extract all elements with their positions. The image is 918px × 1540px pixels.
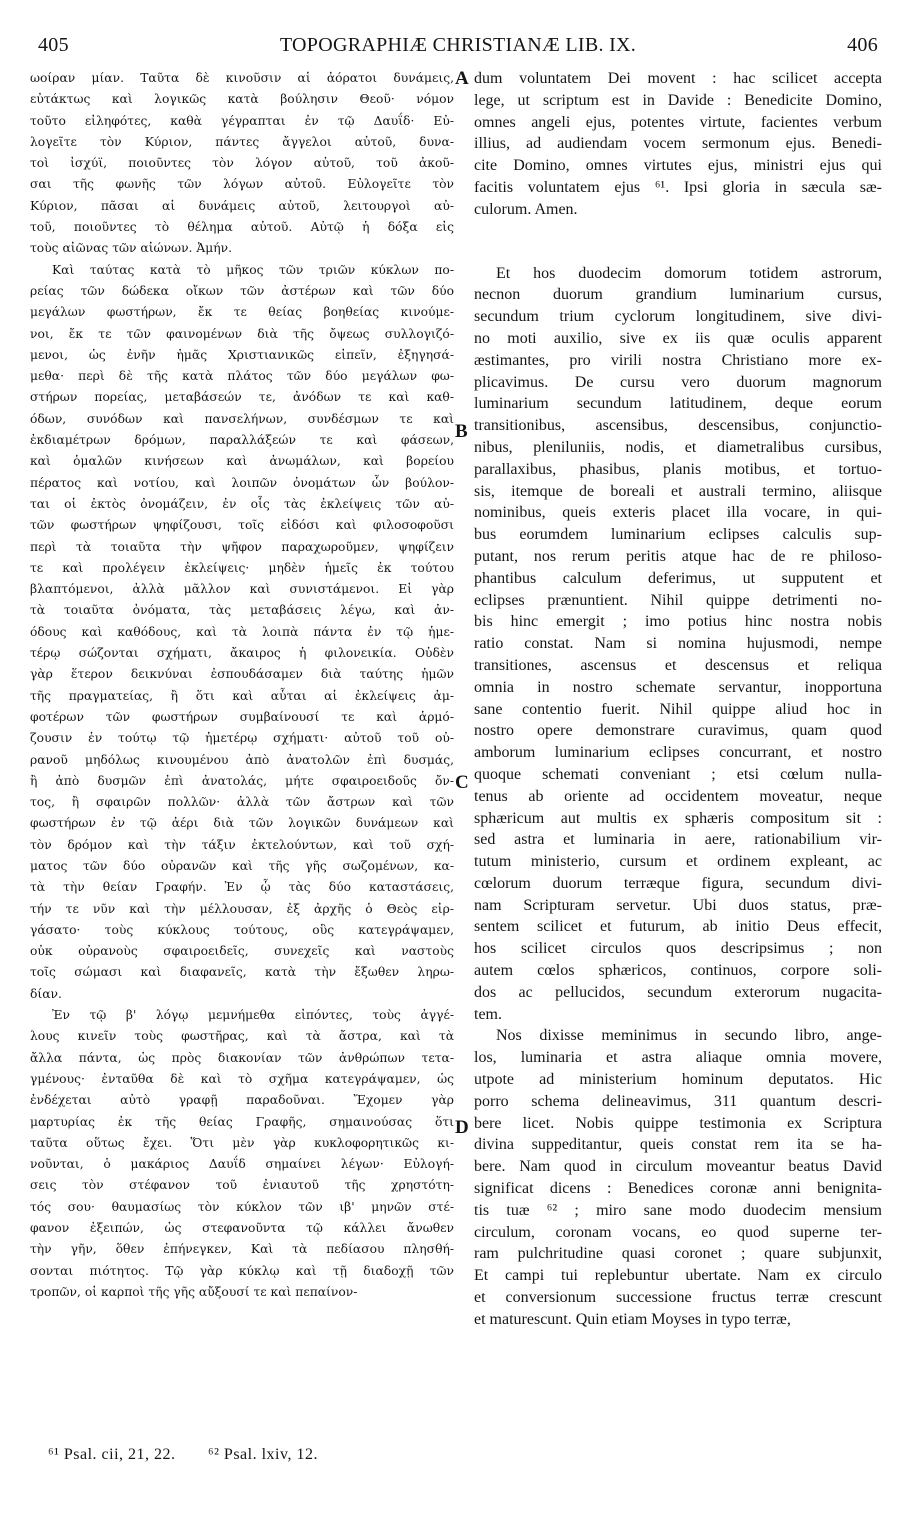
greek-text-line: ἢ ἀπὸ δυσμῶν ἐπὶ ἀνατολάς, μήτε σφαιροειδοῦς ὄν- [30, 773, 454, 788]
greek-text-line: τοὶ ἰσχύϊ, ποιοῦντες τὸν λόγον αὐτοῦ, τοῦ ἀκοῦ- [30, 156, 454, 171]
greek-text-line: ἄλλα πάντα, ὡς πρὸς διακονίαν τῶν ἀνθρώπων τετα- [30, 1050, 454, 1065]
greek-text-line: φοτέρων τῶν φωστήρων συμβαίνουσί τε καὶ ἁρμό- [30, 709, 454, 724]
greek-text-line: δίαν. [30, 986, 62, 1001]
section-marker-a: A [455, 68, 469, 89]
greek-text-line: όδους καὶ καθόδους, καὶ τὰ λοιπὰ πάντα ἐν τῷ ἡμε- [30, 624, 454, 639]
greek-text-line: τὰ τοιαῦτα ὀνόματα, τὰς μεταβάσεις λέγω, καὶ ἀν- [30, 603, 454, 618]
greek-text-line: τοῖς σώμασι καὶ διαφανεῖς, κατὰ τὴν ἔξωθεν ληρω- [30, 965, 454, 980]
greek-text-line: ται οἱ ἐκτὸς ὀνομάζειν, ἐν οἷς τὰς ἐκλείψεις τῶν αὐ- [30, 496, 454, 511]
latin-text-line: dum voluntatem Dei movent : hac scilicet accepta [474, 70, 882, 87]
latin-text-line: luminarium secundum latitudinem, deque eorum [474, 395, 882, 413]
greek-text-line: ταῦτα οὕτως ἔχει. Ὅτι μὲν γὰρ κυκλοφορητικῶς κι- [30, 1135, 454, 1150]
latin-text-line: culorum. Amen. [474, 200, 578, 218]
greek-text-line: γμένους· ἐνταῦθα δὲ καὶ τὸ σχῆμα κατεγράψαμεν, ὡς [30, 1071, 454, 1086]
greek-text-line: Κύριον, πᾶσαι αἱ δυνάμεις αὐτοῦ, λειτουργοὶ αὐ- [30, 198, 454, 213]
latin-text-line: transitiones, ascensus et descensus et reliqua [474, 656, 882, 674]
greek-text-line: Καὶ ταύτας κατὰ τὸ μῆκος τῶν τριῶν κύκλων πο- [52, 262, 454, 277]
section-marker-b: B [455, 421, 468, 442]
greek-text-line: σεις τὸν στέφανον τοῦ ἐνιαυτοῦ τῆς χρηστότη- [30, 1178, 454, 1193]
latin-text-line: tutum ministerio, cursum et ordinem expleant, ac [474, 853, 882, 871]
greek-text-line: τήν τε νῦν καὶ τὴν μέλλουσαν, ἐξ ἀρχῆς ὁ Θεὸς εἰρ- [30, 901, 454, 916]
section-marker-c: C [455, 772, 469, 793]
latin-text-line: et maturescunt. Quin etiam Moyses in typo terræ, [474, 1310, 791, 1328]
greek-text-line: ἐκδιαμέτρων δρόμων, παραλλάξεών τε καὶ φάσεων, [30, 433, 454, 448]
latin-text-line: omnia in nostro schemate servantur, inopportuna [474, 678, 882, 696]
latin-text-line: Et campi tui replebuntur ubertate. Nam ex circulo [474, 1267, 882, 1285]
greek-text-line: τος, ἢ σφαιρῶν πολλῶν· ἀλλὰ τῶν ἄστρων καὶ τῶν [30, 795, 454, 810]
latin-text-line: eclipses prænuntient. Nihil quippe detrimenti no- [474, 591, 882, 609]
greek-text-line: τὸν δρόμον καὶ τὴν τάξιν ἐκτελούντων, καὶ τοῦ σχή- [30, 837, 454, 852]
greek-text-line: λογεῖτε τὸν Κύριον, πάντες ἄγγελοι αὐτοῦ, δυνα- [30, 134, 454, 149]
greek-text-line: τοὺς αἰῶνας τῶν αἰώνων. Ἀμήν. [30, 241, 232, 256]
latin-text-line: nostro opere demonstrare curavimus, quam quod [474, 722, 882, 740]
latin-text-line: tenus ab oriente ad occidentem moveatur, neque [474, 787, 882, 805]
greek-text-line: νοι, ἔκ τε τῶν φαινομένων διὰ τῆς ὄψεως συλλογιζό- [30, 326, 454, 341]
greek-text-line: μαρτυρίας ἐκ τῆς θείας Γραφῆς, σημαινούσας ὅτι [30, 1114, 454, 1129]
greek-text-line: ματος τῶν δύο οὐρανῶν καὶ τῆς γῆς σωζομένων, κα- [30, 858, 454, 873]
greek-text-line: ωοίραν μίαν. Ταῦτα δὲ κινοῦσιν αἱ ἀόρατοι δυνάμεις, [30, 71, 454, 85]
latin-text-line: cite Domino, omnes virtutes ejus, ministri ejus qui [474, 157, 882, 175]
latin-text-line: tis tuæ ⁶² ; miro sane modo duodecim mensium [474, 1201, 882, 1219]
greek-text-line: μεθα· περὶ δὲ τῆς κατὰ πλάτος τῶν δύο μεγάλων φω- [30, 369, 454, 384]
latin-text-line: nibus, pleniluniis, nodis, et diametralibus cursibus, [474, 438, 882, 456]
latin-text-line: bis hinc emergit ; imo potius hinc nostra nobis [474, 613, 882, 631]
latin-text-line: bus eorumdem luminarium eclipses calculis sup- [474, 526, 882, 544]
page-number-left: 405 [38, 34, 69, 56]
latin-text-line: secundum trium cyclorum longitudinem, sive divi- [474, 308, 882, 326]
greek-text-line: μεγάλων φωστήρων, ἔκ τε θείας βοηθείας κινούμε- [30, 305, 454, 320]
greek-text-line: Ἐν τῷ β' λόγῳ μεμνήμεθα εἰπόντες, τοὺς ἀγγέ- [52, 1008, 454, 1023]
latin-text-line: æstimantes, pro virili nostra Christiano more ex- [474, 351, 882, 369]
latin-text-line: hos scilicet circulos quos descripsimus ; non [474, 940, 882, 958]
greek-text-line: εὐτάκτως καὶ λογικῶς κατὰ βούλησιν Θεοῦ· νόμον [30, 92, 454, 107]
latin-text-line: autem cœlos sphæricos, continuos, corpore soli- [474, 962, 882, 980]
latin-text-line: circulum, coronam vocans, eo quod superne ter- [474, 1223, 882, 1241]
greek-text-line: τὴν γῆν, ὅθεν ἐπήνεγκεν, Καὶ τὰ πεδίασου πλησθή- [30, 1242, 454, 1257]
latin-text-line: utpote ad ministerium hominum deputatos. Hic [474, 1071, 882, 1089]
greek-text-line: τέρῳ σώζονται σχήματι, ἄκαιρος ἡ φιλονεικία. Οὐδὲν [30, 646, 454, 661]
latin-text-line: amborum luminarium eclipses concurrant, et nostro [474, 744, 882, 762]
greek-text-line: στήρων πορείας, μεταβάσεών τε, ἀνόδων τε καὶ καθ- [30, 390, 454, 405]
footnote-62: ⁶² Psal. lxiv, 12. [208, 1446, 318, 1463]
greek-text-line: ἐνδέχεται αὐτὸ γραφῇ παραδοῦναι. Ἔχομεν γὰρ [30, 1093, 454, 1108]
latin-text-line: nam Scripturam servetur. Ubi duos status, præ- [474, 896, 882, 914]
greek-text-line: γὰρ ἕτερον δεικνύναι ἐσπουδάσαμεν διὰ ταύτης ἡμῶν [30, 667, 454, 682]
greek-text-line: οὐκ οὐρανοὺς σφαιροειδεῖς, συνεχεῖς καὶ ναστοὺς [30, 944, 454, 959]
latin-text-line: divina suppeditantur, queis constat rem ita se ha- [474, 1136, 882, 1154]
latin-text-line: facitis voluntatem ejus ⁶¹. Ipsi gloria in sæcula sæ- [474, 178, 882, 196]
latin-text-line: nominibus, queis exteris placet illa vocare, in qui- [474, 504, 882, 522]
latin-text-line: no moti auxilio, sive ex iis quæ oculis apparent [474, 329, 882, 347]
greek-text-line: γάσατο· τοὺς κύκλους τούτους, οὓς κατεγράψαμεν, [30, 922, 454, 937]
greek-text-line: σονται πιότητος. Τῷ γὰρ κύκλῳ καὶ τῇ διαδοχῇ τῶν [30, 1263, 454, 1278]
latin-text-line: los, luminaria et astra aliaque omnia movere, [474, 1049, 882, 1067]
greek-text-line: βλαπτόμενοι, ἀλλὰ μᾶλλον καὶ συνιστάμενοι. Εἰ γὰρ [30, 582, 454, 597]
running-header [38, 34, 878, 62]
greek-text-line: φωστήρων ἐν τῷ ἀέρι διὰ τῶν λογικῶν δυνάμεων καὶ [30, 816, 454, 831]
greek-text-line: τός σου· θαυμασίως τὸν κύκλον τῶν ιβ' μηνῶν στέ- [30, 1199, 454, 1214]
footnotes [48, 1446, 346, 1464]
greek-text-line: τοῦ, ποιοῦντες τὸ θέλημα αὐτοῦ. Αὐτῷ ἡ δόξα εἰς [30, 220, 454, 235]
latin-text-line: omnes angeli ejus, potentes virtute, facientes verbum [474, 113, 882, 131]
latin-text-line: parallaxibus, phasibus, planis motibus, et tortuo- [474, 460, 882, 478]
latin-text-line: ratio constat. Nam si nomina hujusmodi, nempe [474, 635, 882, 653]
greek-text-line: ρανοῦ μηδόλως κινουμένου ἀπὸ ἀνατολῶν ἐπὶ δυσμάς, [30, 752, 454, 767]
greek-text-line: περὶ τὰ τοιαῦτα τὴν ψῆφον παραχωροῦμεν, ψηφίζειν [30, 539, 454, 554]
latin-text-line: Et hos duodecim domorum totidem astrorum, [496, 264, 882, 282]
latin-text-line: et conversionum successione fructus terræ crescunt [474, 1289, 882, 1307]
latin-text-line: sis, itemque de boreali et australi termino, aliisque [474, 482, 882, 500]
latin-text-line: phantibus calculum deferimus, ut supputent et [474, 569, 882, 587]
greek-text-line: τε καὶ προλέγειν ἐκλείψεις· μηδὲν ἡμεῖς ἐκ τούτου [30, 560, 454, 575]
greek-text-line: τροπῶν, οἱ καρποὶ τῆς γῆς αὔξουσί τε καὶ πεπαίνον- [30, 1284, 358, 1299]
latin-text-line: dos ac pellucidos, secundum exterorum nugacita- [474, 983, 882, 1001]
latin-text-line: illius, ad audiendam vocem sermonum ejus. Benedi- [474, 135, 882, 153]
greek-text-line: νοῦνται, ὁ μακάριος Δαυΐδ σημαίνει λέγων· Εὐλογή- [30, 1157, 454, 1172]
latin-text-line: sane contentio fuerit. Nihil quippe aliud hoc in [474, 700, 882, 718]
latin-text-line: bere. Nam quod in circulum moveantur beatus David [474, 1158, 882, 1176]
latin-text-line: Nos dixisse meminimus in secundo libro, ange- [496, 1027, 882, 1045]
latin-text-line: lege, ut scriptum est in Davide : Benedicite Domino, [474, 91, 882, 109]
latin-text-line: sphæricum aut multis ex sphæris compositum sit : [474, 809, 882, 827]
latin-text-line: sentem scilicet et futurum, ab initio Deus effecit, [474, 918, 882, 936]
greek-text-line: τῶν φωστήρων ψηφίζουσι, τοῖς εἰδόσι καὶ φιλοσοφοῦσι [30, 518, 454, 533]
greek-text-line: μενοι, ὡς ἐνῆν ἡμᾶς Χριστιανικῶς εἰπεῖν, ἐξηγησά- [30, 347, 454, 362]
latin-text-line: cœlorum duorum terræque figura, secundum divi- [474, 874, 882, 892]
latin-text-line: bere licet. Nobis quippe testimonia ex Scriptura [474, 1114, 882, 1132]
footnote-61: ⁶¹ Psal. cii, 21, 22. [48, 1446, 176, 1463]
greek-text-line: τοῦτο εἰληφότες, καθὰ γέγραπται ἐν τῷ Δαυΐδ· Εὐ- [30, 113, 454, 128]
greek-text-line: λους κινεῖν τοὺς φωστῆρας, καὶ τὰ ἄστρα, καὶ τὰ [30, 1029, 454, 1044]
section-marker-d: D [455, 1117, 469, 1138]
latin-text-line: ram pulchritudine quasi coronet ; quare subjunxit, [474, 1245, 882, 1263]
greek-text-line: τῆς πραγματείας, ἢ ὅτι καὶ αὗται αἱ ἐκλείψεις ἀμ- [30, 688, 454, 703]
greek-text-line: τὰ τὴν θείαν Γραφήν. Ἐν ᾧ τὰς δύο καταστάσεις, [30, 880, 454, 895]
greek-text-line: πέρατος καὶ νοτίου, καὶ λοιπῶν ὀνομάτων ὧν βούλον- [30, 475, 454, 490]
latin-text-line: transitionibus, ascensibus, descensibus, conjunctio- [474, 417, 882, 435]
latin-text-line: quoque schemati conveniant ; etsi cœlum nulla- [474, 765, 882, 783]
latin-column [474, 68, 882, 1331]
greek-text-line: όδων, συνόδων καὶ πανσελήνων, συνδέσμων τε καὶ [30, 411, 454, 426]
page-number-right: 406 [847, 34, 878, 56]
greek-text-line: φανον ἐξειπών, ὡς στεφανοῦντα τῷ κάλλει ἄνωθεν [30, 1221, 454, 1236]
greek-text-line: σαι τῆς φωνῆς τῶν λόγων αὐτοῦ. Εὐλογεῖτε τὸν [30, 177, 454, 192]
greek-text-line: ρείας τῶν δώδεκα οἴκων τῶν ἀστέρων καὶ τῶν δύο [30, 283, 454, 298]
latin-text-line: porro schema delineavimus, 311 quantum descri- [474, 1092, 882, 1110]
running-title: TOPOGRAPHIÆ CHRISTIANÆ LIB. IX. [279, 34, 637, 56]
latin-text-line: sed astra et luminaria in aere, rationabilium vir- [474, 831, 882, 849]
latin-text-line: putant, nos rerum peritis atque hac de re philoso- [474, 547, 882, 565]
greek-text-line: ζουσιν ἐν τούτῳ τῷ ἡμετέρῳ σχήματι· αὐτοῦ τοῦ οὐ- [30, 731, 454, 746]
latin-text-line: tem. [474, 1005, 502, 1023]
latin-text-line: significat dicens : Benedices coronæ anni benignita- [474, 1180, 882, 1198]
greek-text-line: καὶ ὁμαλῶν κινήσεων καὶ ἀνωμάλων, καὶ βορείου [30, 454, 454, 469]
greek-column [30, 68, 454, 1303]
latin-text-line: necnon duorum grandium luminarium cursus, [474, 286, 882, 304]
latin-text-line: plicavimus. De cursu vero duorum magnorum [474, 373, 882, 391]
